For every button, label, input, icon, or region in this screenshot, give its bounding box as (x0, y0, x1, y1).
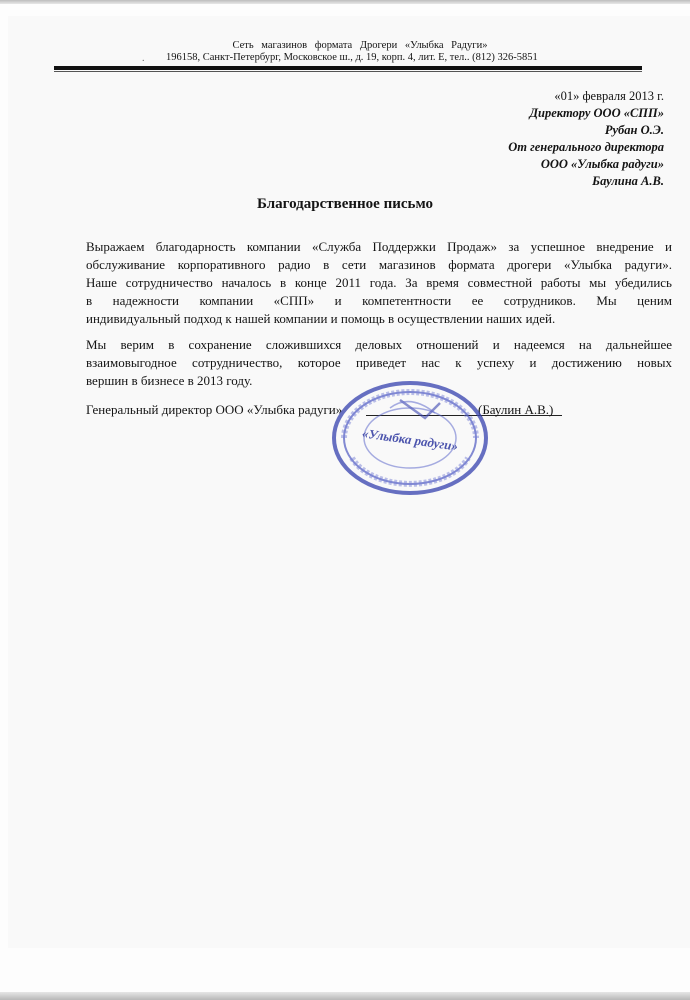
letterhead-rule-thin (54, 71, 642, 72)
body-line: Мы верим в сохранение сложившихся деловых отношений и надеемся на дальнейшее (86, 337, 672, 352)
recipient-name: Рубан О.Э. (604, 123, 664, 137)
body-line: в надежности компании «СПП» и компетентности ее сотрудников. Мы ценим (86, 293, 672, 308)
sender-company: ООО «Улыбка радуги» (540, 157, 664, 171)
stamp-text: «Улыбка радуги» (361, 425, 459, 454)
letterhead-rule (54, 66, 642, 70)
body-line: обслуживание корпоративного радио в сети магазинов формата дрогери «Улыбка радуги». (86, 257, 672, 272)
letter-date: «01» февраля 2013 г. (554, 89, 664, 103)
letter-title: Благодарственное письмо (257, 196, 433, 212)
sender-name: Баулина А.В. (592, 174, 664, 188)
signatory-name: (Баулин А.В.) (478, 402, 554, 417)
body-line: Выражаем благодарность компании «Служба Поддержки Продаж» за успешное внедрение и (86, 239, 672, 254)
letterhead-address: 196158, Санкт-Петербург, Московское ш., д. 19, корп. 4, лит. Е, тел.. (812) 326-5851 (166, 52, 538, 63)
body-line: вершин в бизнесе в 2013 году. (86, 373, 253, 388)
body-line: индивидуальный подход к нашей компании и помощь в осуществлении наших идей. (86, 311, 556, 326)
sender-title: От генерального директора (508, 140, 664, 154)
letterhead-company: Сеть магазинов формата Дрогери «Улыбка Радуги» (232, 40, 488, 51)
body-paragraph-1 (86, 238, 672, 328)
company-stamp-icon (330, 378, 490, 496)
window-top-edge (0, 0, 690, 4)
signatory-position: Генеральный директор ООО «Улыбка радуги» (86, 402, 343, 417)
body-line: Наше сотрудничество началось в конце 2011 года. За время совместной работы мы убедились (86, 275, 672, 290)
letterhead-dot: . (142, 53, 145, 64)
addressee-block (508, 88, 664, 190)
window-bottom-edge (0, 992, 690, 1000)
body-line: взаимовыгодное сотрудничество, которое приведет нас к успеху и достижению новых (86, 355, 672, 370)
recipient-title: Директору ООО «СПП» (529, 106, 664, 120)
